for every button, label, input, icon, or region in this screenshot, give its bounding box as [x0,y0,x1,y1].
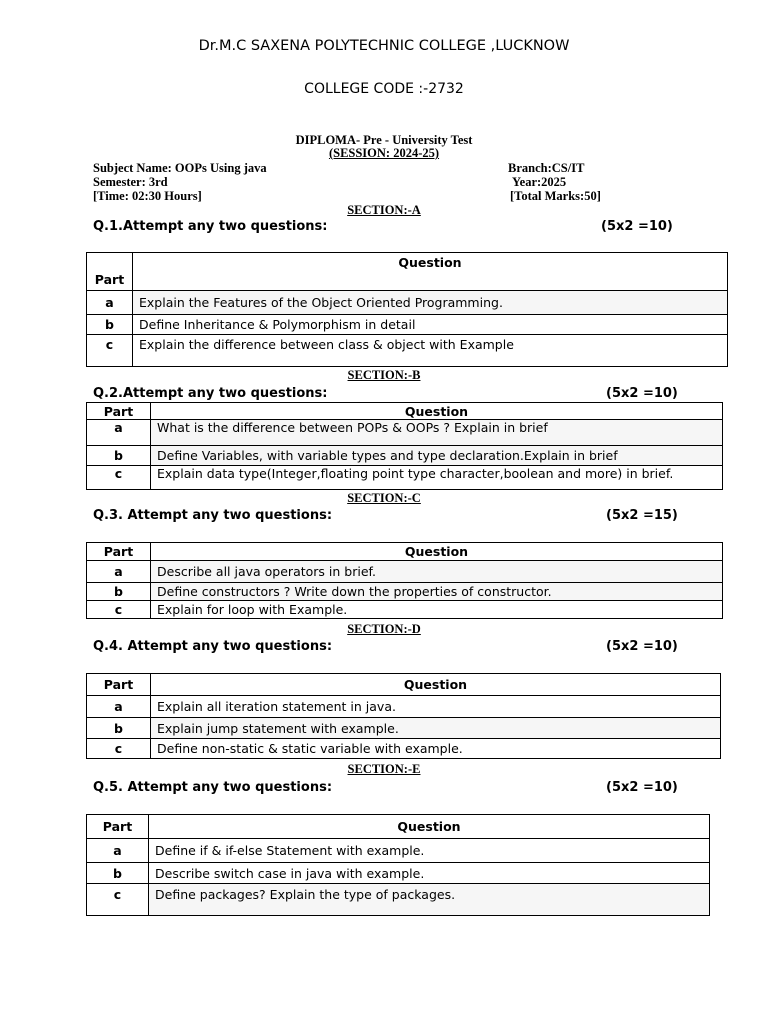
table-row [87,561,723,583]
section-c-label: SECTION:-C [347,491,421,505]
question-text: Explain for loop with Example. [151,601,723,619]
section-a-table [86,252,728,367]
question-text: Explain jump statement with example. [151,718,721,739]
part-label: b [87,315,133,335]
question-text: Describe switch case in java with example. [149,863,710,884]
college-name: Dr.M.C SAXENA POLYTECHNIC COLLEGE ,LUCKNOW [198,38,570,54]
part-label: a [87,561,151,583]
diploma-title: DIPLOMA- Pre - University Test [295,133,473,147]
part-label: a [87,839,149,863]
question-text: Define non-static & static variable with example. [151,739,721,759]
section-b-table [86,402,723,490]
section-a-label: SECTION:-A [347,203,421,217]
question-text: Define Variables, with variable types and type declaration.Explain in brief [151,446,723,466]
section-d-label: SECTION:-D [347,622,421,636]
part-header: Part [87,674,151,696]
part-label: b [87,718,151,739]
table-row [87,863,710,884]
part-label: b [87,446,151,466]
year: Year:2025 [512,175,567,189]
part-label: c [87,884,149,916]
part-label: a [87,420,151,446]
section-d-table [86,673,721,759]
table-row [87,839,710,863]
table-header-row [87,543,723,561]
question-header: Question [151,403,723,420]
semester: Semester: 3rd [93,175,168,189]
table-row [87,884,710,916]
exam-time: [Time: 02:30 Hours] [93,189,202,203]
table-header-row [87,403,723,420]
q1-marks: (5x2 =10) [601,219,673,234]
q4-marks: (5x2 =10) [606,639,678,654]
q4-instruction: Q.4. Attempt any two questions: [93,639,333,654]
table-row [87,291,728,315]
part-label: a [87,696,151,718]
q5-instruction: Q.5. Attempt any two questions: [93,780,333,795]
branch: Branch:CS/IT [508,161,585,175]
question-text: Define if & if-else Statement with example. [149,839,710,863]
subject-name: Subject Name: OOPs Using java [93,161,267,175]
question-text: Explain the Features of the Object Oriented Programming. [133,291,728,315]
college-code: COLLEGE CODE :-2732 [304,81,464,97]
table-row [87,718,721,739]
table-header-row [87,253,728,291]
part-header: Part [87,543,151,561]
section-c-table [86,542,723,619]
q3-instruction: Q.3. Attempt any two questions: [93,508,333,523]
question-text: Describe all java operators in brief. [151,561,723,583]
question-text: What is the difference between POPs & OOPs ? Explain in brief [151,420,723,446]
question-header: Question [133,253,728,291]
section-b-label: SECTION:-B [347,368,421,382]
question-text: Explain all iteration statement in java. [151,696,721,718]
q5-marks: (5x2 =10) [606,780,678,795]
q1-instruction: Q.1.Attempt any two questions: [93,219,328,234]
table-row [87,335,728,367]
part-header: Part [87,815,149,839]
part-header: Part [87,253,133,291]
question-header: Question [149,815,710,839]
table-row [87,466,723,490]
q2-marks: (5x2 =10) [606,386,678,401]
q2-instruction: Q.2.Attempt any two questions: [93,386,328,401]
part-label: b [87,583,151,601]
part-label: a [87,291,133,315]
section-e-table [86,814,710,916]
part-label: c [87,335,133,367]
table-row [87,446,723,466]
part-header: Part [87,403,151,420]
part-label: c [87,466,151,490]
table-row [87,601,723,619]
table-row [87,420,723,446]
table-row [87,583,723,601]
part-label: c [87,601,151,619]
session-label: (SESSION: 2024-25) [328,146,440,160]
question-text: Explain the difference between class & object with Example [133,335,728,367]
table-header-row [87,674,721,696]
q3-marks: (5x2 =15) [606,508,678,523]
table-header-row [87,815,710,839]
table-row [87,696,721,718]
question-text: Define Inheritance & Polymorphism in detail [133,315,728,335]
part-label: c [87,739,151,759]
total-marks: [Total Marks:50] [510,189,601,203]
section-e-label: SECTION:-E [347,762,421,776]
question-header: Question [151,674,721,696]
question-header: Question [151,543,723,561]
question-text: Define constructors ? Write down the properties of constructor. [151,583,723,601]
table-row [87,739,721,759]
table-row [87,315,728,335]
question-text: Explain data type(Integer,floating point type character,boolean and more) in brief. [151,466,723,490]
part-label: b [87,863,149,884]
question-text: Define packages? Explain the type of packages. [149,884,710,916]
